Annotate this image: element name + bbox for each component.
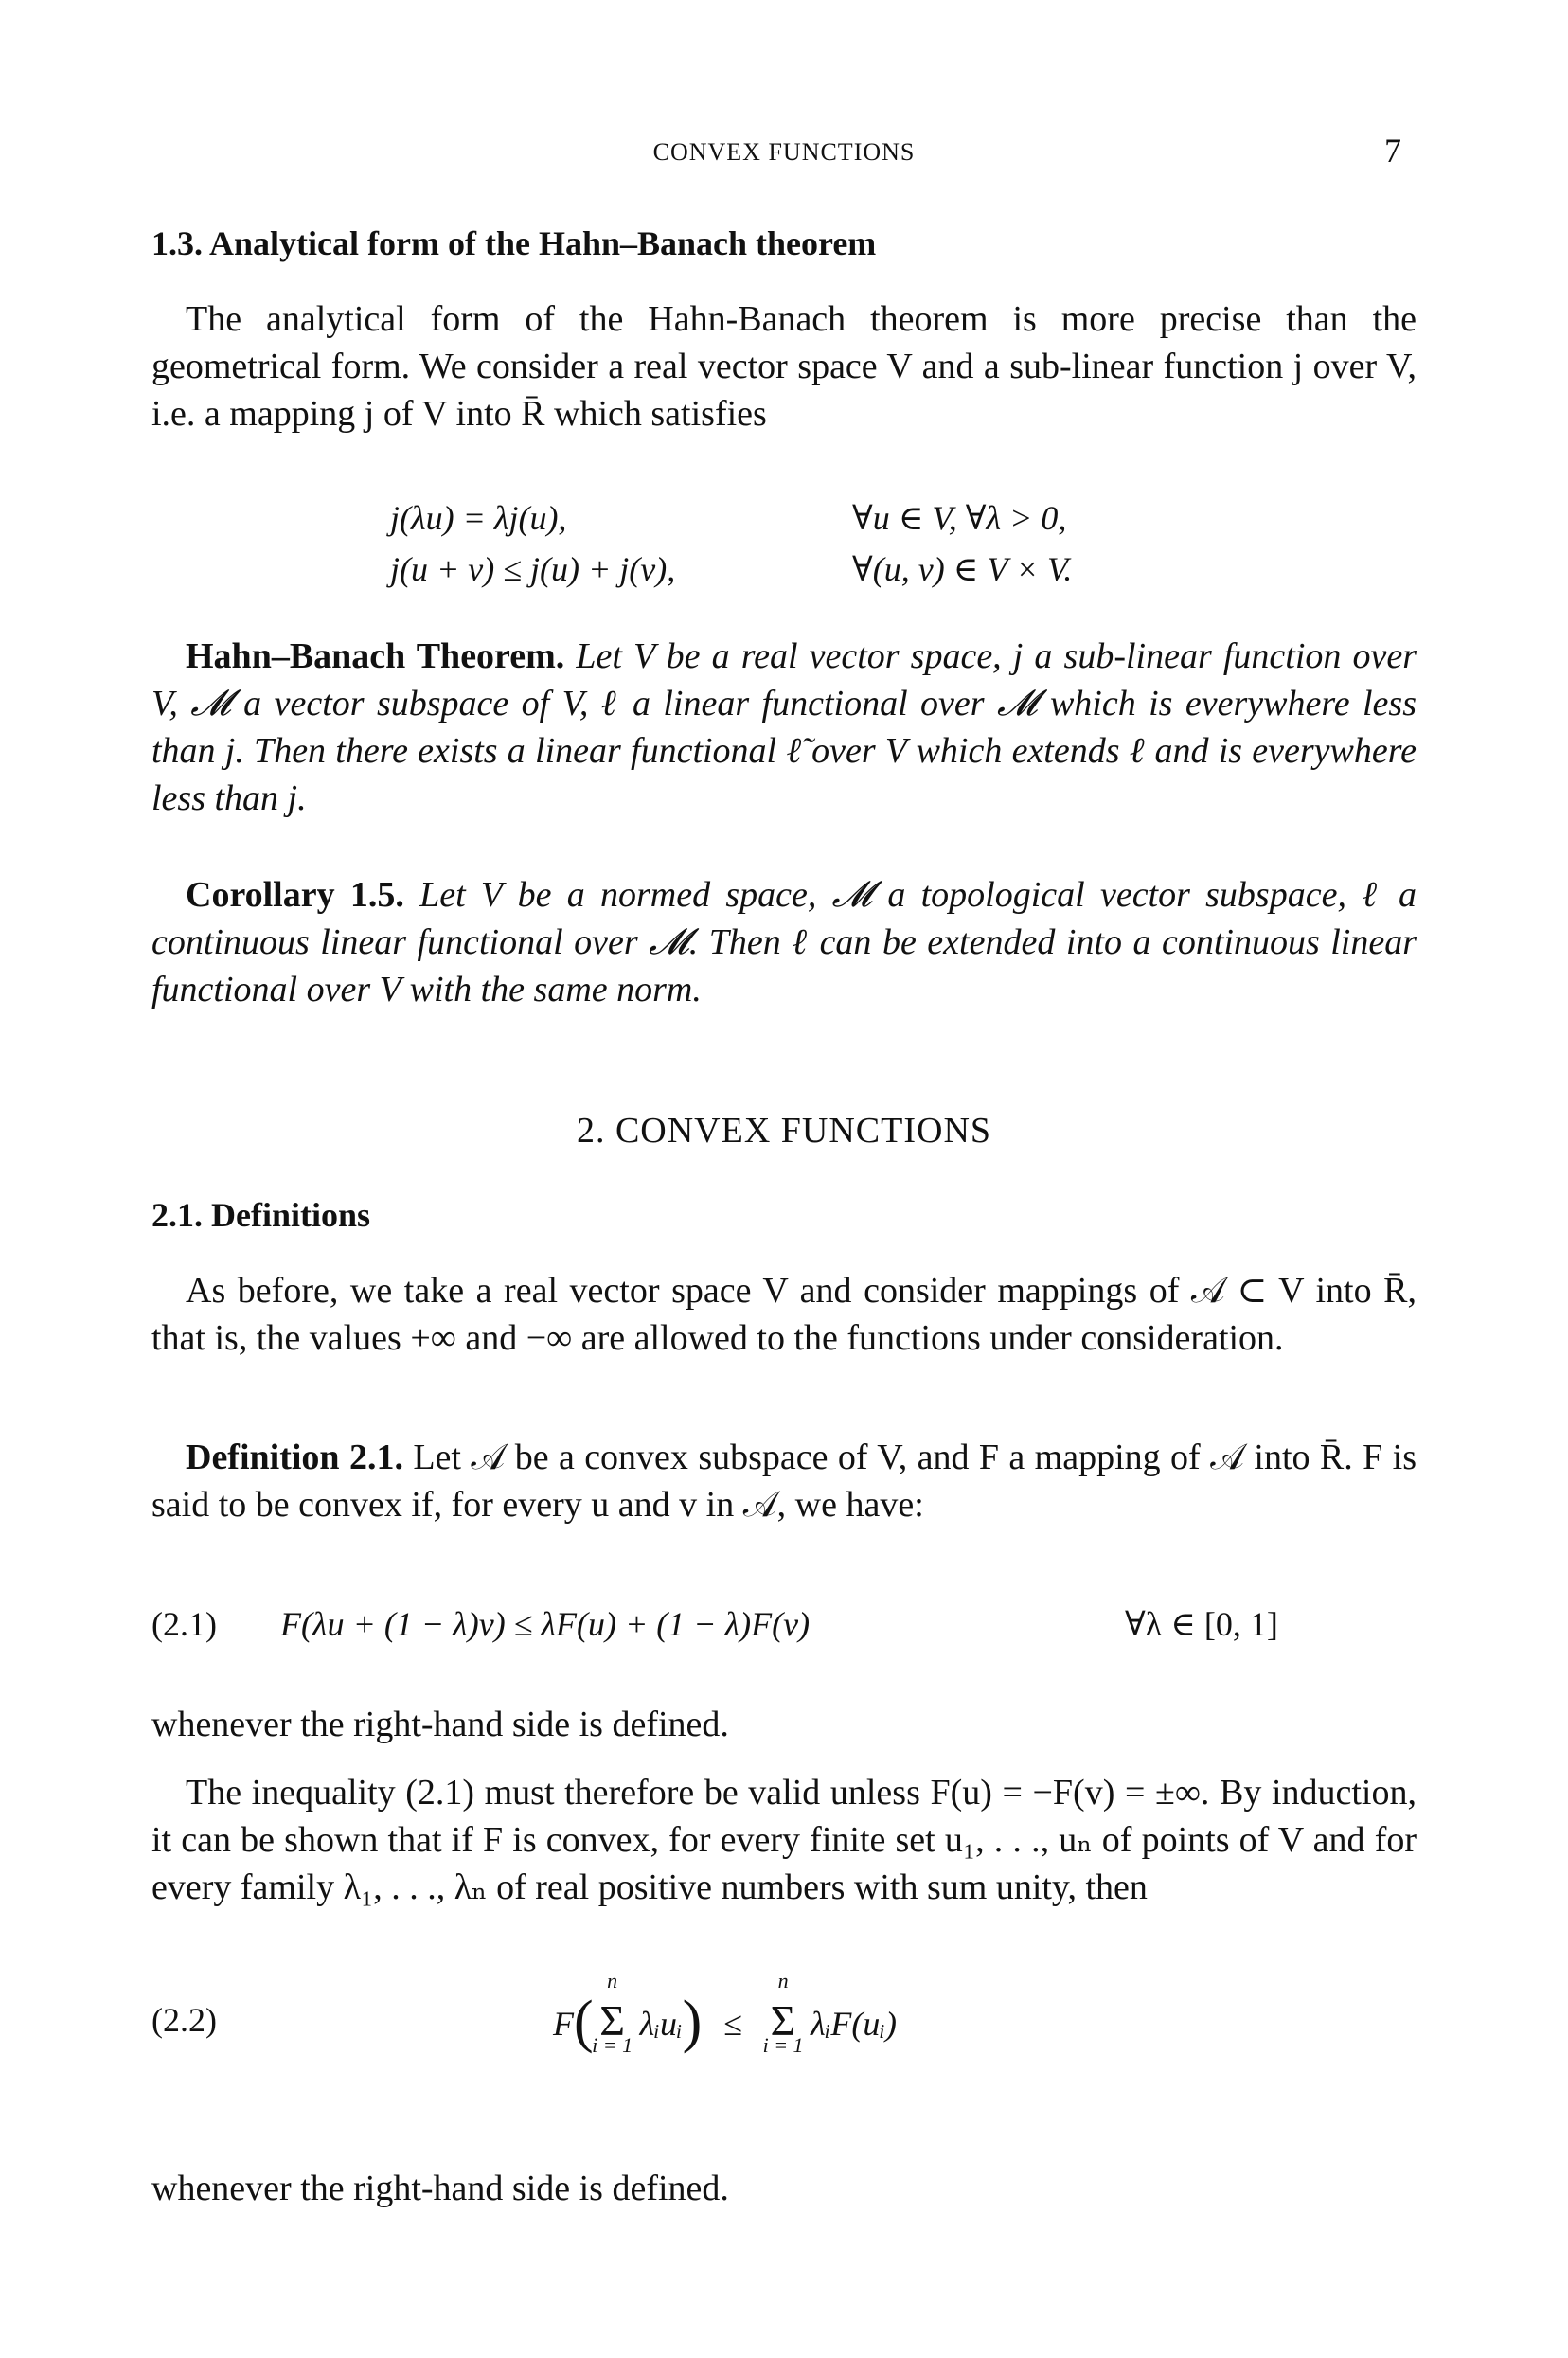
equation-homogeneity-condition: ∀u ∈ V, ∀λ > 0,: [852, 499, 1067, 537]
corollary-label: Corollary 1.5.: [186, 875, 404, 915]
equation-subadditivity-lhs: j(u + v) ≤ j(u) + j(v),: [390, 550, 676, 588]
section-2-1-intro: [151, 1267, 1417, 1362]
induction-text: The inequality (2.1) must therefore be valid unless F(u) = −F(v) = ±∞. By induction, it can be shown that if F is convex, for every finite set u₁, . . ., uₙ of points of V and for every family λ₁, . . ., λₙ of real positive numbers with sum unity, then: [151, 1773, 1417, 1907]
section-2-heading: 2. CONVEX FUNCTIONS: [576, 1111, 992, 1151]
equation-2-1-number: (2.1): [151, 1605, 217, 1643]
right-sum-lower: i = 1: [762, 2033, 804, 2057]
left-sum-lower: i = 1: [592, 2033, 633, 2057]
after-2-1-text: whenever the right-hand side is defined.: [151, 1705, 729, 1744]
after-equation-2-2: [151, 2165, 1417, 2212]
after-2-2-text: whenever the right-hand side is defined.: [151, 2169, 729, 2208]
theorem-text: Let V be a real vector space, j a sub-linear function over V, 𝓜 a vector subspace of V, ℓ a linear functional over 𝓜 which is everywhere less than j. Then there exists a linear functional ℓ̃ over V which extends ℓ and is everywhere less than j.: [151, 636, 1417, 818]
equation-2-1-formula: F(λu + (1 − λ)v) ≤ λF(u) + (1 − λ)F(v): [280, 1605, 811, 1643]
equation-subadditivity-condition: ∀(u, v) ∈ V × V.: [852, 550, 1073, 588]
equation-2-1-condition: ∀λ ∈ [0, 1]: [1125, 1605, 1278, 1643]
left-summation: n Σ i = 1: [594, 1995, 632, 2045]
eq22-function: F: [553, 2005, 574, 2043]
equation-homogeneity-lhs: j(λu) = λj(u),: [390, 499, 567, 537]
definition-2-1: [151, 1434, 1417, 1528]
intro-paragraph: The analytical form of the Hahn-Banach theorem is more precise than the geometrical form. We consider a real vector space V and a sub-linear function j over V, i.e. a mapping j of V into R̄ which satisfies: [151, 299, 1417, 434]
page-number: 7: [1384, 132, 1401, 170]
equation-2-2-formula: F( n Σ i = 1 λᵢuᵢ) ≤ n Σ i = 1 λᵢF(uᵢ): [553, 1969, 898, 2057]
section-1-3-heading: 1.3. Analytical form of the Hahn–Banach theorem: [151, 224, 877, 262]
right-summation: n Σ i = 1: [764, 1995, 802, 2045]
equation-2-2-number: (2.2): [151, 2001, 217, 2039]
section-1-3-intro: [151, 295, 1417, 438]
left-sum-upper: n: [607, 1969, 618, 1992]
after-equation-2-1: [151, 1701, 1417, 1748]
eq22-relation: ≤: [723, 2005, 743, 2043]
definition-label: Definition 2.1.: [186, 1438, 403, 1477]
corollary-text: Let V be a normed space, 𝓜 a topological vector subspace, ℓ a continuous linear functional over 𝓜. Then ℓ can be extended into a continuous linear functional over V with the same norm.: [151, 875, 1417, 1009]
hahn-banach-theorem: [151, 633, 1417, 822]
running-header: CONVEX FUNCTIONS: [652, 138, 916, 166]
section-2-1-heading: 2.1. Definitions: [151, 1196, 371, 1234]
left-term: λᵢuᵢ: [639, 2005, 683, 2043]
induction-paragraph: [151, 1769, 1417, 1911]
definitions-intro-paragraph: As before, we take a real vector space V and consider mappings of 𝒜 ⊂ V into R̄, that is, the values +∞ and −∞ are allowed to the functions under consideration.: [151, 1271, 1417, 1358]
right-term: λᵢF(uᵢ): [811, 2005, 898, 2043]
theorem-label: Hahn–Banach Theorem.: [186, 636, 565, 676]
definition-text: Let 𝒜 be a convex subspace of V, and F a mapping of 𝒜 into R̄. F is said to be convex if, for every u and v in 𝒜, we have:: [151, 1438, 1417, 1525]
corollary-1-5: [151, 871, 1417, 1013]
right-sum-upper: n: [777, 1969, 789, 1992]
